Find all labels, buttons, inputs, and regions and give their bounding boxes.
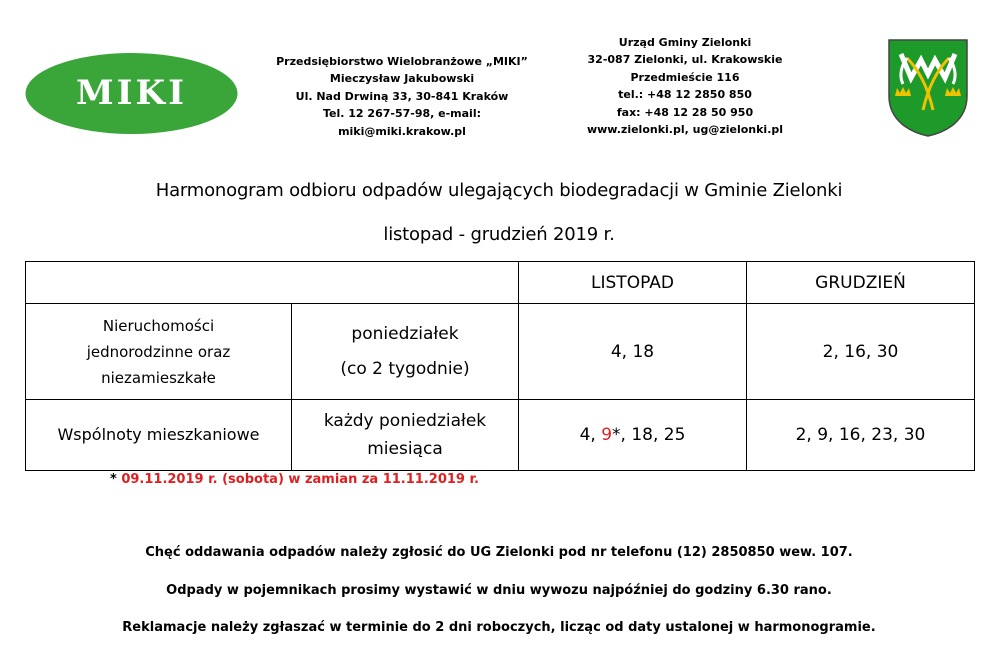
company-owner: Mieczysław Jakubowski <box>329 72 475 86</box>
company-phone: Tel. 12 267-57-98, e-mail: <box>323 107 481 121</box>
changed-date: 9 <box>601 425 613 445</box>
gmina-address <box>560 34 810 138</box>
gmina-street-2: Przedmieście 116 <box>630 70 740 84</box>
company-street: Ul. Nad Drwiną 33, 30-841 Kraków <box>295 89 509 103</box>
property-type-line: niezamieszkałe <box>101 368 216 387</box>
info-line-complaints: Reklamacje należy zgłaszać w terminie do 2 dni roboczych, licząc od daty ustalonej w harmonogramie. <box>122 620 876 635</box>
frequency-line: każdy poniedziałek <box>323 411 487 431</box>
company-address <box>258 53 546 140</box>
company-email: miki@miki.krakow.pl <box>338 124 466 138</box>
gmina-name: Urząd Gminy Zielonki <box>618 36 752 49</box>
gmina-crest-icon <box>887 38 969 138</box>
property-type-cell: Wspólnoty mieszkaniowe <box>26 400 292 471</box>
page-title: Harmonogram odbioru odpadów ulegających biodegradacji w Gminie Zielonki <box>155 180 843 201</box>
property-type-cell <box>26 304 292 400</box>
footnote-star: * <box>110 472 122 487</box>
gmina-web: www.zielonki.pl, ug@zielonki.pl <box>586 123 784 137</box>
footnote-text: 09.11.2019 r. (sobota) w zamian za 11.11.2019 r. <box>121 472 479 487</box>
property-type-line: jednorodzinne oraz <box>86 342 231 361</box>
table-row <box>26 304 975 400</box>
date-text: *, 18, 25 <box>612 425 686 445</box>
listopad-dates: 4, 18 <box>519 304 747 400</box>
miki-logo-text: MIKI <box>76 73 187 113</box>
header-empty-cell <box>26 262 519 304</box>
frequency-cell <box>292 304 519 400</box>
grudzien-dates: 2, 9, 16, 23, 30 <box>747 400 975 471</box>
page-subtitle: listopad - grudzień 2019 r. <box>383 224 615 245</box>
date-text: 4, <box>579 425 602 445</box>
gmina-fax: fax: +48 12 28 50 950 <box>616 105 754 119</box>
property-type-line: Nieruchomości <box>102 316 215 335</box>
table-header-row <box>26 262 975 304</box>
table-row <box>26 400 975 471</box>
listopad-dates <box>519 400 747 471</box>
gmina-phone: tel.: +48 12 2850 850 <box>618 88 752 102</box>
gmina-street: 32-087 Zielonki, ul. Krakowskie <box>587 53 783 67</box>
footnote <box>110 472 479 487</box>
frequency-line: miesiąca <box>367 439 443 459</box>
info-line-bins: Odpady w pojemnikach prosimy wystawić w dniu wywozu najpóźniej do godziny 6.30 rano. <box>166 583 832 598</box>
header-listopad: LISTOPAD <box>519 262 747 304</box>
grudzien-dates: 2, 16, 30 <box>747 304 975 400</box>
frequency-line: poniedziałek <box>351 323 459 344</box>
frequency-cell <box>292 400 519 471</box>
miki-logo <box>24 52 239 135</box>
header-grudzien: GRUDZIEŃ <box>747 262 975 304</box>
schedule-table <box>25 261 975 471</box>
company-name: Przedsiębiorstwo Wielobranżowe „MIKI” <box>276 55 528 68</box>
info-line-phone: Chęć oddawania odpadów należy zgłosić do UG Zielonki pod nr telefonu (12) 2850850 wew. 107. <box>145 545 853 560</box>
frequency-line: (co 2 tygodnie) <box>340 358 470 379</box>
